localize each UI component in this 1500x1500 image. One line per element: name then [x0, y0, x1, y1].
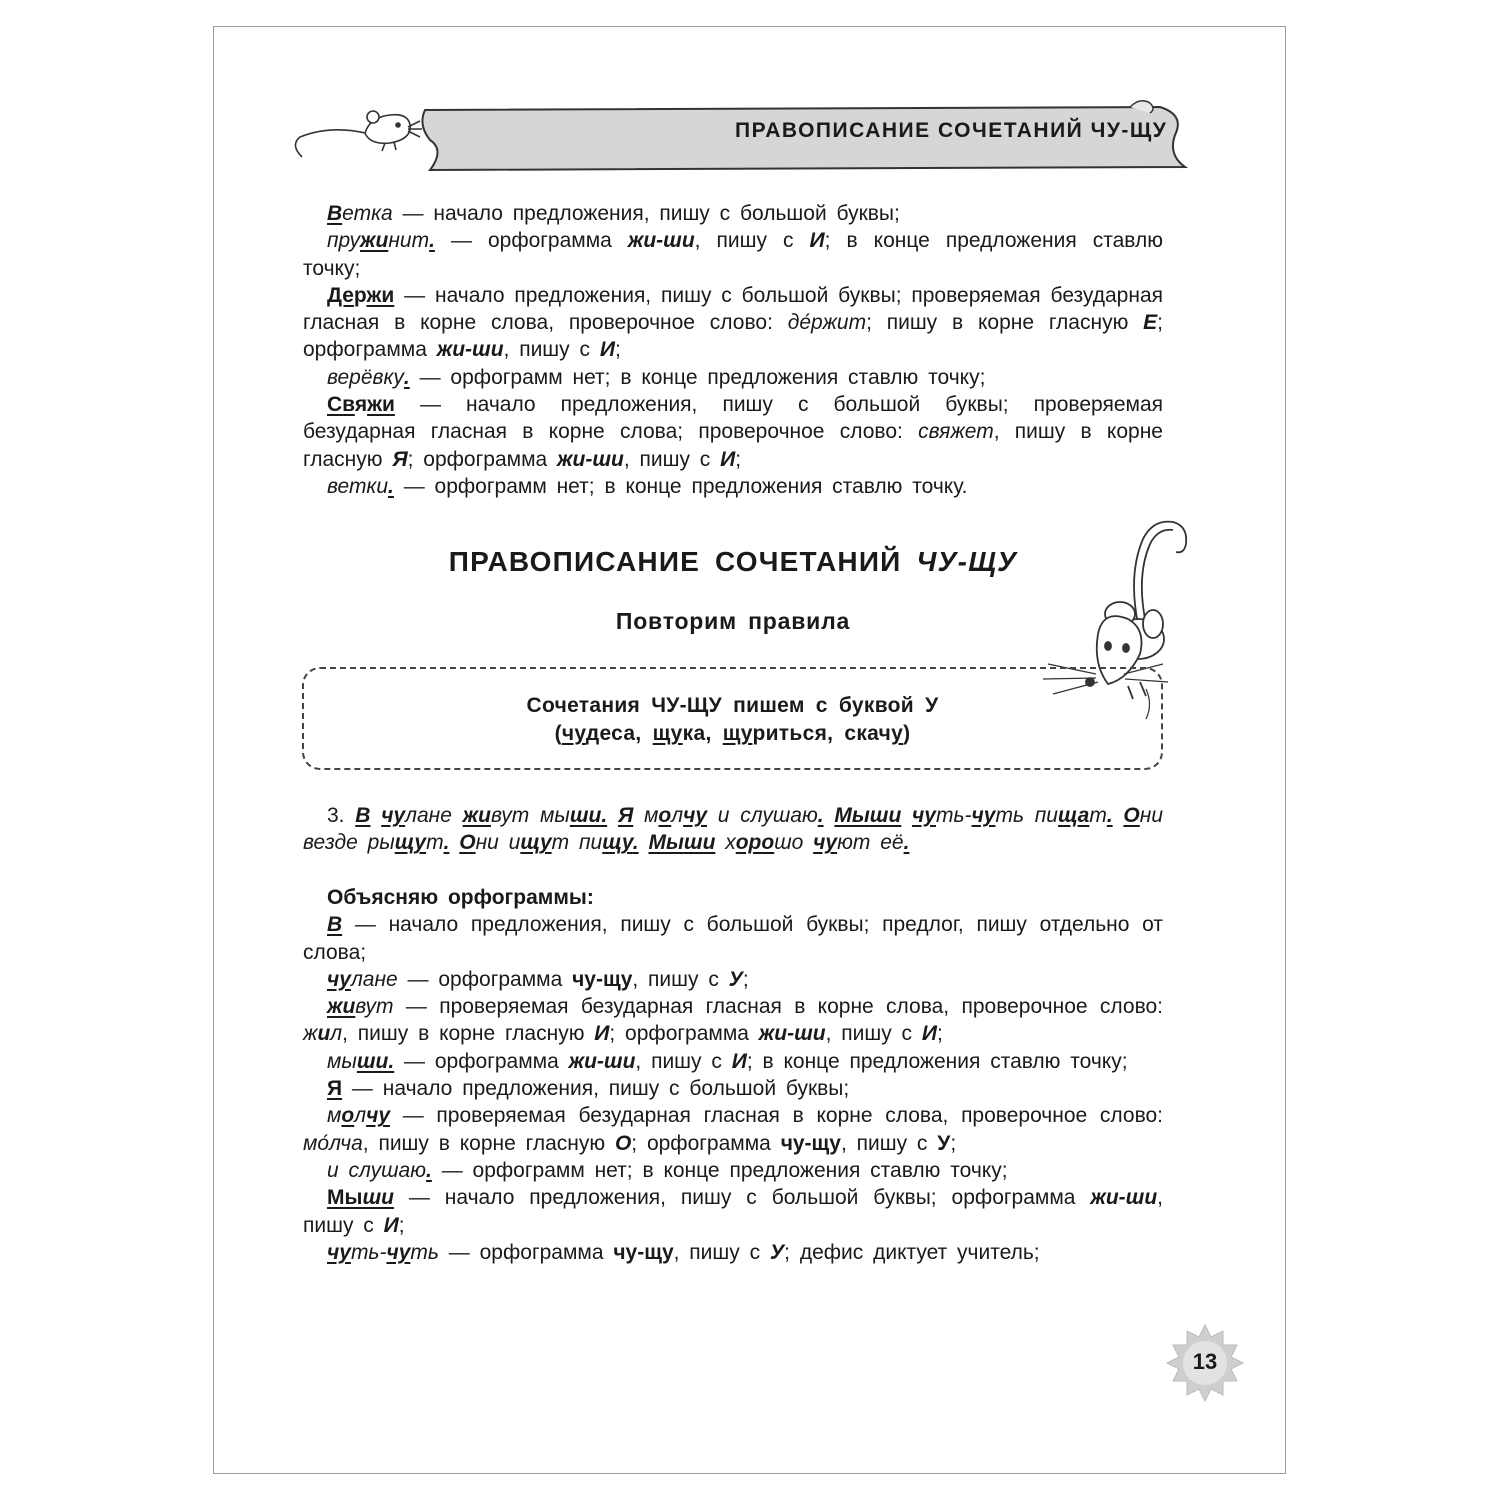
line-derzhi: Держи — начало предложения, пишу с большой буквы; проверяемая безударная гласная в корне слова, проверочное слово: де́ржит; пишу в корне гласную Е; орфограмма жи-ши, пишу с И;	[303, 283, 1163, 362]
line-vetka: Ветка — начало предложения, пишу с большой буквы;	[327, 202, 900, 225]
explain-myshi-2: Мыши — начало предложения, пишу с большой буквы; орфограмма жи-ши, пишу с И;	[303, 1186, 1163, 1237]
section-subtitle: Повторим правила	[615, 608, 851, 634]
section-title: ПРАВОПИСАНИЕ СОЧЕТАНИЙ ЧУ-ЩУ	[448, 546, 1018, 577]
line-vetki: ветки. — орфограмм нет; в конце предложения ставлю точку.	[327, 474, 968, 498]
explain-zhivut: живут — проверяемая безударная гласная в корне слова, проверочное слово: жил, пишу в корне гласную И; орфограмма жи-ши, пишу с И;	[303, 995, 1163, 1046]
explain-slushayu: и слушаю. — орфограмм нет; в конце предложения ставлю точку;	[327, 1158, 1008, 1182]
explain-chulane: чулане — орфограмма чу-щу, пишу с У;	[327, 967, 749, 991]
line-svyazhi: Свяжи — начало предложения, пишу с большой буквы; проверяемая безударная гласная в корне слова; проверочное слово: свяжет, пишу в корне гласную Я; орфограмма жи-ши, пишу с И;	[303, 393, 1163, 471]
explanation-block-1	[303, 200, 1163, 500]
page-number: 13	[1192, 1349, 1218, 1374]
line-pruzhinit: пружинит. — орфограмма жи-ши, пишу с И; в конце предложения ставлю точку;	[303, 229, 1163, 280]
explain-molchu: молчу — проверяемая безударная гласная в корне слова, проверочное слово: мо́лча, пишу в корне гласную О; орфограмма чу-щу, пишу с У;	[303, 1104, 1163, 1155]
exercise-3	[303, 802, 1163, 857]
explain-chut-chut: чуть-чуть — орфограмма чу-щу, пишу с У; дефис диктует учитель;	[327, 1240, 1040, 1264]
explain-ya: Я — начало предложения, пишу с большой буквы;	[327, 1077, 850, 1101]
explain-heading: Объясняю орфограммы:	[327, 886, 594, 909]
explanation-block-2	[303, 884, 1163, 1266]
line-verevku: верёвку. — орфограмм нет; в конце предложения ставлю точку;	[327, 365, 986, 389]
rule-text	[302, 692, 1163, 748]
explain-v: В — начало предложения, пишу с большой буквы; предлог, пишу отдельно от слова;	[303, 913, 1163, 964]
mouse-icon	[295, 111, 422, 157]
exercise-sentence: 3. В чулане живут мыши. Я молчу и слушаю. Мыши чуть-чуть пищат. Они везде рыщут. Они ищут пищу. Мыши хорошо чуют её.	[303, 804, 1164, 855]
running-title: ПРАВОПИСАНИЕ СОЧЕТАНИЙ ЧУ-ЩУ	[735, 119, 1168, 142]
rule-line-1: Сочетания ЧУ-ЩУ пишем с буквой У	[526, 694, 939, 717]
rule-line-2: (чудеса, щука, щуриться, скачу)	[554, 722, 911, 745]
explain-myshi: мыши. — орфограмма жи-ши, пишу с И; в конце предложения ставлю точку;	[327, 1049, 1128, 1073]
